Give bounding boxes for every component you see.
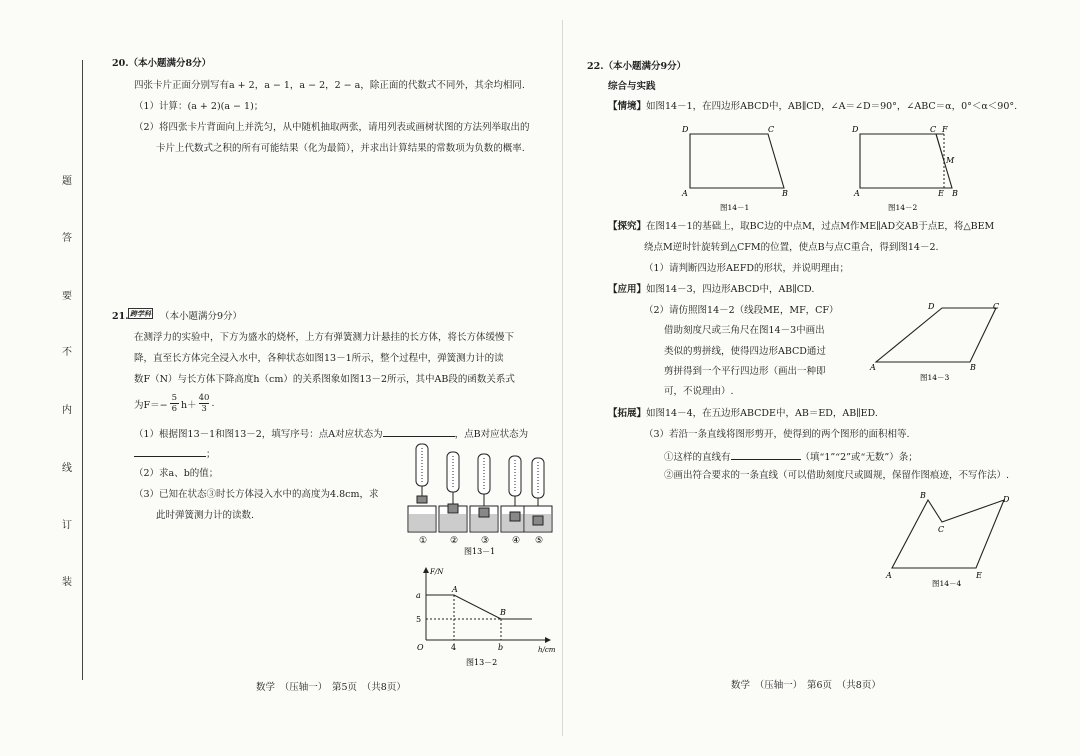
page-footer-right: 数学 （压轴一） 第6页 （共8页） <box>731 680 881 691</box>
q22-part2-cont: 可，不说理由）. <box>664 386 734 397</box>
F-h-line <box>426 595 532 619</box>
binding-char: 题 <box>62 176 72 187</box>
state-label: ④ <box>512 536 521 546</box>
interdisciplinary-badge: 跨学科 <box>130 309 151 318</box>
figure-caption: 图14－4 <box>932 579 962 588</box>
q22-subtitle: 综合与实践 <box>608 81 656 92</box>
label-C: C <box>993 302 1000 311</box>
q21-part1-text-b: ，点B对应状态为 <box>454 429 529 440</box>
state-3-apparatus <box>470 454 498 532</box>
label-B: B <box>782 189 788 198</box>
label-A: A <box>870 363 876 372</box>
label-B: B <box>952 189 958 198</box>
figure-caption: 图14－2 <box>888 203 918 212</box>
binding-char: 内 <box>62 405 72 416</box>
fraction-5-6 <box>170 393 179 414</box>
part3a-text: ①这样的直线有 <box>664 452 731 463</box>
y-tick-a: a <box>416 591 421 600</box>
label-D: D <box>1003 495 1010 504</box>
q22-part2: （2）请仿照图14－2（线段ME，MF，CF） <box>644 305 839 316</box>
point-A-label: A <box>452 585 458 594</box>
q20-part1: （1）计算：(a + 2)(a − 1)； <box>134 101 264 112</box>
label-C: C <box>930 125 937 134</box>
q20-part2-cont: 卡片上代数式之积的所有可能结果（化为最简），并求出计算结果的常数项为负数的概率. <box>156 143 525 154</box>
binding-char: 订 <box>62 520 72 531</box>
label-A: A <box>886 571 892 580</box>
section-tag: 【情境】 <box>608 101 647 112</box>
fraction-num: 5 <box>171 393 177 403</box>
binding-char: 要 <box>62 291 72 302</box>
q21-formula <box>134 393 214 414</box>
section-tag: 【拓展】 <box>608 408 647 419</box>
figure-14-4 <box>876 488 1026 592</box>
binding-char: 装 <box>62 577 72 588</box>
fraction-den: 6 <box>171 404 177 414</box>
binding-char: 答 <box>62 233 72 244</box>
formula-prefix: 为F＝− <box>134 399 168 411</box>
answer-blank-lines[interactable] <box>731 449 801 460</box>
figure-14-3 <box>866 298 1016 386</box>
figure-caption: 图14－3 <box>920 373 950 382</box>
fraction-den: 3 <box>201 404 207 414</box>
figure-caption: 图14－1 <box>720 203 750 212</box>
q22-explore <box>608 220 994 233</box>
label-E: E <box>976 571 982 580</box>
label-B: B <box>970 363 976 372</box>
figure-14-2 <box>851 125 958 212</box>
q20-title: 20.（本小题满分8分） <box>112 58 212 69</box>
x-tick-b: b <box>498 643 504 652</box>
q22-part3-a <box>664 449 918 463</box>
q22-part2-cont: 借助刻度尺或三角尺在图14－3中画出 <box>664 325 825 336</box>
y-axis-label: F/N <box>430 568 444 576</box>
label-D: D <box>682 125 689 134</box>
q21-part1-text: （1）根据图13－1和图13－2，填写序号：点A对应状态为 <box>134 429 383 440</box>
binding-line <box>82 60 83 680</box>
q21-line: 在测浮力的实验中，下方为盛水的烧杯，上方有弹簧测力计悬挂的长方体，将长方体缓慢下 <box>134 332 515 343</box>
point-B-label: B <box>500 608 506 617</box>
label-D: D <box>852 125 859 134</box>
part3a-post: （填“1”“2”或“无数”）条； <box>800 452 918 463</box>
label-E: E <box>938 189 944 198</box>
binding-char: 不 <box>62 347 72 358</box>
fraction-num: 40 <box>198 393 210 403</box>
q22-apply <box>608 283 814 296</box>
figures-14-1-14-2 <box>676 118 976 216</box>
q21-part2: （2）求a、b的值； <box>134 468 219 479</box>
y-tick-5: 5 <box>416 615 422 624</box>
label-M: M <box>946 156 955 165</box>
state-label: ③ <box>481 536 490 546</box>
q22-title: 22.（本小题满分9分） <box>587 61 687 72</box>
state-label: ② <box>450 536 459 546</box>
q21-part3: （3）已知在状态③时长方体浸入水中的高度为4.8cm，求 <box>134 489 379 500</box>
answer-blank-B[interactable] <box>134 446 206 457</box>
binding-char: 线 <box>62 463 72 474</box>
q22-extend <box>608 407 878 420</box>
q22-part2-cont: 类似的剪拼线，使得四边形ABCD通过 <box>664 346 826 357</box>
section-tag: 【应用】 <box>608 284 647 295</box>
label-D: D <box>928 302 935 311</box>
q22-explore-cont: 绕点M逆时针旋转到△CFM的位置，使点B与点C重合，得到图14－2. <box>644 242 939 253</box>
state-label: ① <box>419 536 428 546</box>
label-A: A <box>682 189 688 198</box>
formula-end: . <box>211 398 215 409</box>
q22-part3-b: ②画出符合要求的一条直线（可以借助刻度尺或圆规，保留作图痕迹，不写作法）. <box>664 470 1010 481</box>
q21-title: （本小题满分9分） <box>160 311 243 322</box>
x-axis-label: h/cm <box>538 646 556 654</box>
q22-part2-cont: 剪拼得到一个平行四边形（画出一种即 <box>664 366 826 377</box>
extend-text: 如图14－4，在五边形ABCDE中，AB＝ED，AB∥ED. <box>646 408 878 419</box>
label-B: B <box>920 491 926 500</box>
label-C: C <box>938 525 945 534</box>
explore-text: 在图14－1的基础上，取BC边的中点M，过点M作ME∥AD交AB于点E，将△BEM <box>646 221 995 232</box>
q22-part3: （3）若沿一条直线将图形剪开，使得到的两个图形的面积相等. <box>644 429 910 440</box>
section-tag: 【探究】 <box>608 221 647 232</box>
q21-part3-cont: 此时弹簧测力计的读数. <box>156 510 255 521</box>
state-label: ⑤ <box>535 536 544 546</box>
apply-text: 如图14－3，四边形ABCD中，AB∥CD. <box>646 284 815 295</box>
figure-caption: 图13－1 <box>464 547 496 556</box>
figure-13-1 <box>402 440 558 558</box>
q20-text: 四张卡片正面分别写有a + 2，a − 1，a − 2，2 − a，除正面的代数式不同外，其余均相同. <box>134 80 525 91</box>
q21-line: 数F（N）与长方体下降高度h（cm）的关系图象如图13－2所示，其中AB段的函数关系式 <box>134 374 515 385</box>
q21-part1-end: ； <box>206 449 216 460</box>
q21-part1-cont <box>134 446 216 460</box>
q21-line: 降，直至长方体完全浸入水中，各种状态如图13－1所示，整个过程中，弹簧测力计的读 <box>134 353 504 364</box>
fraction-40-3 <box>199 393 210 414</box>
answer-blank-A[interactable] <box>383 426 455 437</box>
label-C: C <box>768 125 775 134</box>
page-footer-left: 数学 （压轴一） 第5页 （共8页） <box>256 682 406 693</box>
figure-14-1 <box>681 125 788 212</box>
origin-label: O <box>417 643 424 652</box>
q22-context <box>608 100 1017 113</box>
state-1-apparatus <box>408 444 436 532</box>
q21-part1 <box>134 426 528 440</box>
figure-13-2-graph <box>408 562 568 672</box>
q21-number: 21. <box>112 311 129 322</box>
state-2-apparatus <box>439 452 467 532</box>
state-5-apparatus <box>524 458 552 532</box>
q20-part2: （2）将四张卡片背面向上并洗匀，从中随机抽取两张，请用列表或画树状图的方法列举取出的 <box>134 122 530 133</box>
context-text: 如图14－1，在四边形ABCD中，AB∥CD，∠A＝∠D＝90°，∠ABC＝α，0°＜α＜90°. <box>646 101 1018 112</box>
q22-part1: （1）请判断四边形AEFD的形状，并说明理由； <box>644 263 850 274</box>
label-A: A <box>854 189 860 198</box>
formula-mid: h＋ <box>180 399 197 411</box>
x-tick-4: 4 <box>451 643 457 652</box>
label-F: F <box>942 125 948 134</box>
figure-caption: 图13－2 <box>466 658 498 667</box>
